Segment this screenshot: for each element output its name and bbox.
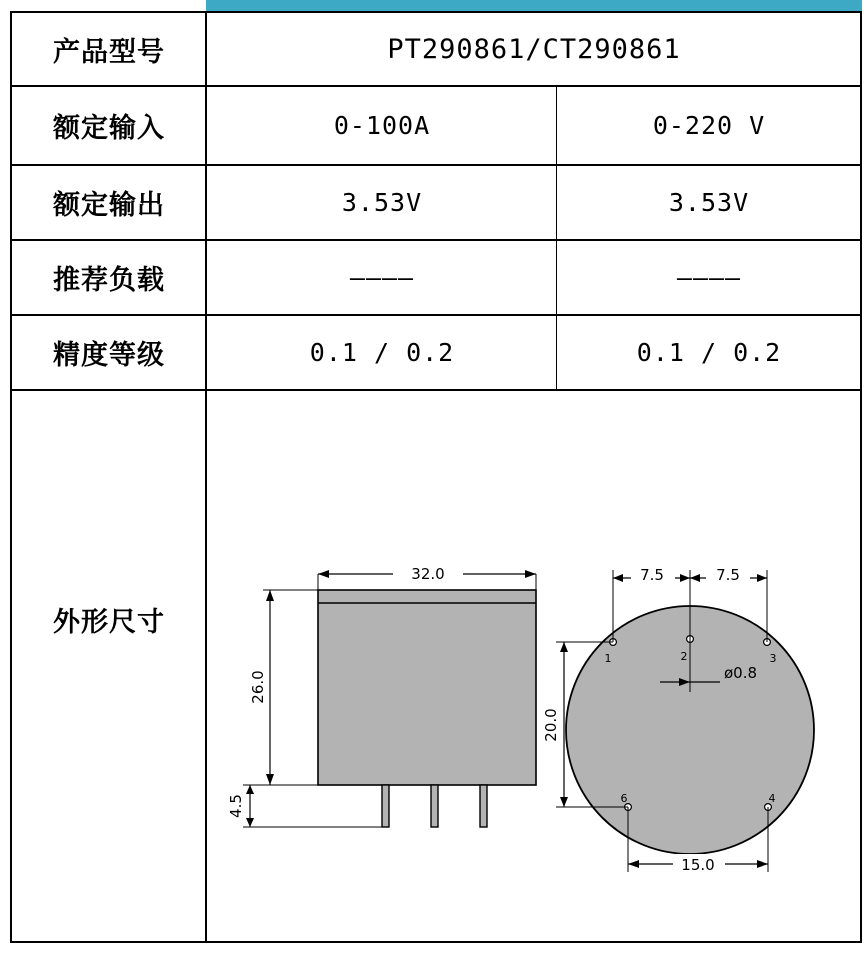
- top-vertical-dim: 20.0: [542, 708, 560, 742]
- cell-model-value: PT290861/CT290861: [387, 33, 681, 65]
- row-label-recommended-load: 推荐负载: [53, 265, 165, 296]
- value-column-divider: [556, 86, 557, 390]
- row-label-rated-input: 额定输入: [53, 113, 165, 144]
- cell-accuracy-class-right: 0.1 / 0.2: [636, 338, 782, 367]
- row-label-outline-dimensions: 外形尺寸: [53, 607, 165, 638]
- drawings-svg: [208, 390, 860, 941]
- cell-recommended-load-right: ————: [676, 263, 742, 292]
- top-hole-dim: ø0.8: [724, 664, 758, 682]
- top-view-drawing: [542, 566, 814, 874]
- top-pin-label-3: 3: [769, 652, 777, 665]
- outline-drawings: [208, 390, 860, 941]
- front-height-dim: 26.0: [249, 670, 267, 704]
- top-pin-label-1: 1: [604, 652, 612, 665]
- cell-accuracy-class-left: 0.1 / 0.2: [309, 338, 455, 367]
- cell-rated-input-right: 0-220 V: [652, 111, 766, 140]
- row-label-model: 产品型号: [53, 36, 165, 68]
- top-pin-label-6: 6: [620, 792, 628, 805]
- front-view-drawing: [227, 564, 536, 827]
- top-pin-label-4: 4: [768, 792, 776, 805]
- row-label-rated-output: 额定输出: [53, 190, 165, 221]
- cell-recommended-load-left: ————: [349, 263, 415, 292]
- front-width-dim: 32.0: [411, 565, 445, 583]
- top-pin-label-2: 2: [680, 650, 688, 663]
- top-right-span-dim: 7.5: [716, 566, 740, 584]
- cell-rated-output-right: 3.53V: [668, 188, 750, 217]
- top-bottom-dim: 15.0: [681, 856, 715, 874]
- cell-rated-output-left: 3.53V: [341, 188, 423, 217]
- front-pin-dim: 4.5: [227, 794, 245, 818]
- top-left-span-dim: 7.5: [640, 566, 664, 584]
- header-accent-bar: [206, 0, 862, 11]
- cell-rated-input-left: 0-100A: [333, 111, 431, 140]
- row-label-accuracy-class: 精度等级: [53, 340, 165, 371]
